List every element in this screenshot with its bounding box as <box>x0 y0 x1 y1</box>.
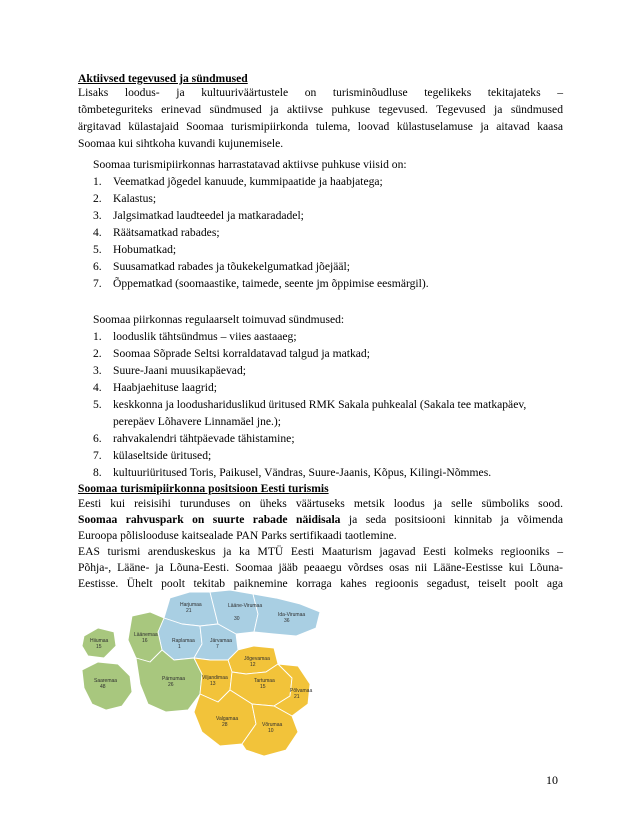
county-label: Raplamaa <box>172 638 195 644</box>
list-number: 5. <box>93 243 102 256</box>
list-number: 4. <box>93 381 102 394</box>
list-number: 3. <box>93 209 102 222</box>
section-heading-position: Soomaa turismipiirkonna positsioon Eesti turismis <box>78 482 329 495</box>
paragraph-line: Lisaks loodus- ja kultuuriväärtustele on turisminõudluse tegelikeks tekitajateks – <box>78 86 563 99</box>
county-label: Pärnumaa <box>162 676 186 682</box>
county-label: Põlvamaa <box>290 688 313 694</box>
county-number: 30 <box>234 616 240 622</box>
county-number: 7 <box>216 644 219 650</box>
list-number: 8. <box>93 466 102 479</box>
section-heading-activities: Aktiivsed tegevused ja sündmused <box>78 72 248 85</box>
county-label: Viljandimaa <box>202 675 228 681</box>
paragraph-line: Soomaa kui sihtkoha kuvandi kujunemisele. <box>78 137 284 150</box>
list-item: Hobumatkad; <box>113 243 177 256</box>
list-item: Kalastus; <box>113 192 157 205</box>
list-number: 7. <box>93 277 102 290</box>
list-number: 7. <box>93 449 102 462</box>
list-item: Õppematkad (soomaastike, taimede, seente jm õppimise eesmärgil). <box>113 277 429 290</box>
county-number: 10 <box>268 728 274 734</box>
list-item: külaseltside üritused; <box>113 449 212 462</box>
county-number: 15 <box>260 684 266 690</box>
county-saaremaa <box>82 662 132 710</box>
list-number: 3. <box>93 364 102 377</box>
activities-intro: Soomaa turismipiirkonnas harrastatavad aktiivse puhkuse viisid on: <box>93 158 407 171</box>
paragraph-line: tõmbeteguriteks erinevad sündmused ja aktiivse puhkuse tegevused. Tegevused ja sündmused <box>78 103 563 116</box>
list-number: 1. <box>93 175 102 188</box>
county-label: Jõgevamaa <box>244 656 270 662</box>
list-item: Haabjaehituse laagrid; <box>113 381 217 394</box>
list-item: Veematkad jõgedel kanuude, kummipaatide ja haabjatega; <box>113 175 383 188</box>
list-number: 6. <box>93 432 102 445</box>
list-item-continuation: perepäev Lõhavere Linnamäel jne.); <box>113 415 282 428</box>
county-number: 13 <box>210 681 216 687</box>
county-number: 36 <box>284 618 290 624</box>
county-label: Hiiumaa <box>90 638 109 644</box>
paragraph-line: Euroopa põlisloodusе kaitsealade PAN Parks sertifikaadi taotlemine. <box>78 529 397 542</box>
list-number: 2. <box>93 347 102 360</box>
paragraph-line-mixed <box>78 513 563 527</box>
county-number: 21 <box>294 694 300 700</box>
county-number: 15 <box>96 644 102 650</box>
list-number: 1. <box>93 330 102 343</box>
list-item: Suure-Jaani muusikapäevad; <box>113 364 246 377</box>
county-label: Harjumaa <box>180 602 202 608</box>
county-label: Tartumaa <box>254 678 275 684</box>
county-number: 1 <box>178 644 181 650</box>
events-intro: Soomaa piirkonnas regulaarselt toimuvad sündmused: <box>93 313 345 326</box>
paragraph-line: Eesti kui reisisihi turunduses on üheks väärtuseks metsik loodus ja selle sümboliks sood. <box>78 497 563 510</box>
county-number: 48 <box>100 684 106 690</box>
county-label: Saaremaa <box>94 678 118 684</box>
list-number: 5. <box>93 398 102 411</box>
county-label: Läänemaa <box>134 632 158 638</box>
paragraph-line: EAS turismi arenduskeskus ja ka MTÜ Eesti Maaturism jagavad Eesti kolmeks regiooniks – <box>78 545 563 558</box>
list-number: 2. <box>93 192 102 205</box>
list-item: Jalgsimatkad laudteedel ja matkaradadel; <box>113 209 304 222</box>
estonia-regions-map <box>78 584 333 769</box>
list-item: rahvakalendri tähtpäevade tähistamine; <box>113 432 295 445</box>
list-item: kultuuriüritused Toris, Paikusel, Vändras, Suure-Jaanis, Kõpus, Kilingi-Nõmmes. <box>113 466 492 479</box>
county-label: Võrumaa <box>262 722 283 728</box>
county-label: Ida-Virumaa <box>278 612 306 618</box>
paragraph-line: ärgitavad külastajaid Soomaa turismipiirkonda tulema, loovad külastuselamuse ja aitavad kaasa <box>78 120 563 133</box>
list-item: Räätsamatkad rabades; <box>113 226 220 239</box>
list-number: 6. <box>93 260 102 273</box>
list-item: looduslik tähtsündmus – viies aastaaeg; <box>113 330 297 343</box>
list-item: keskkonna ja loodushariduslikud üritused RMK Sakala puhkealal (Sakala tee matkapäev, <box>113 398 527 411</box>
county-number: 26 <box>168 682 174 688</box>
list-item: Suusamatkad rabades ja tõukekelgumatkad jõejääl; <box>113 260 350 273</box>
county-label: Valgamaa <box>216 716 239 722</box>
paragraph-line-rest: ja seda positsiooni kinnitab ja võimenda <box>340 513 563 526</box>
list-number: 4. <box>93 226 102 239</box>
county-label: Lääne-Virumaa <box>228 603 263 609</box>
county-number: 21 <box>186 608 192 614</box>
page-number: 10 <box>546 773 558 787</box>
list-item: Soomaa Sõprade Seltsi korraldatavad talgud ja matkad; <box>113 347 370 360</box>
county-number: 28 <box>222 722 228 728</box>
county-number: 12 <box>250 662 256 668</box>
bold-phrase: Soomaa rahvuspark on suurte rabade näidisala <box>78 513 341 526</box>
paragraph-line: Põhja-, Lääne- ja Lõuna-Eesti. Soomaa jääb peaaegu võrdses osas nii Lääne-Eestisse kui Lõuna- <box>78 561 563 574</box>
county-label: Järvamaa <box>210 638 232 644</box>
paragraph-line: Eestisse. Ühelt poolt tekitab paiknemine korraga kahes regioonis segadust, teiselt poolt aga <box>78 577 563 590</box>
county-number: 16 <box>142 638 148 644</box>
